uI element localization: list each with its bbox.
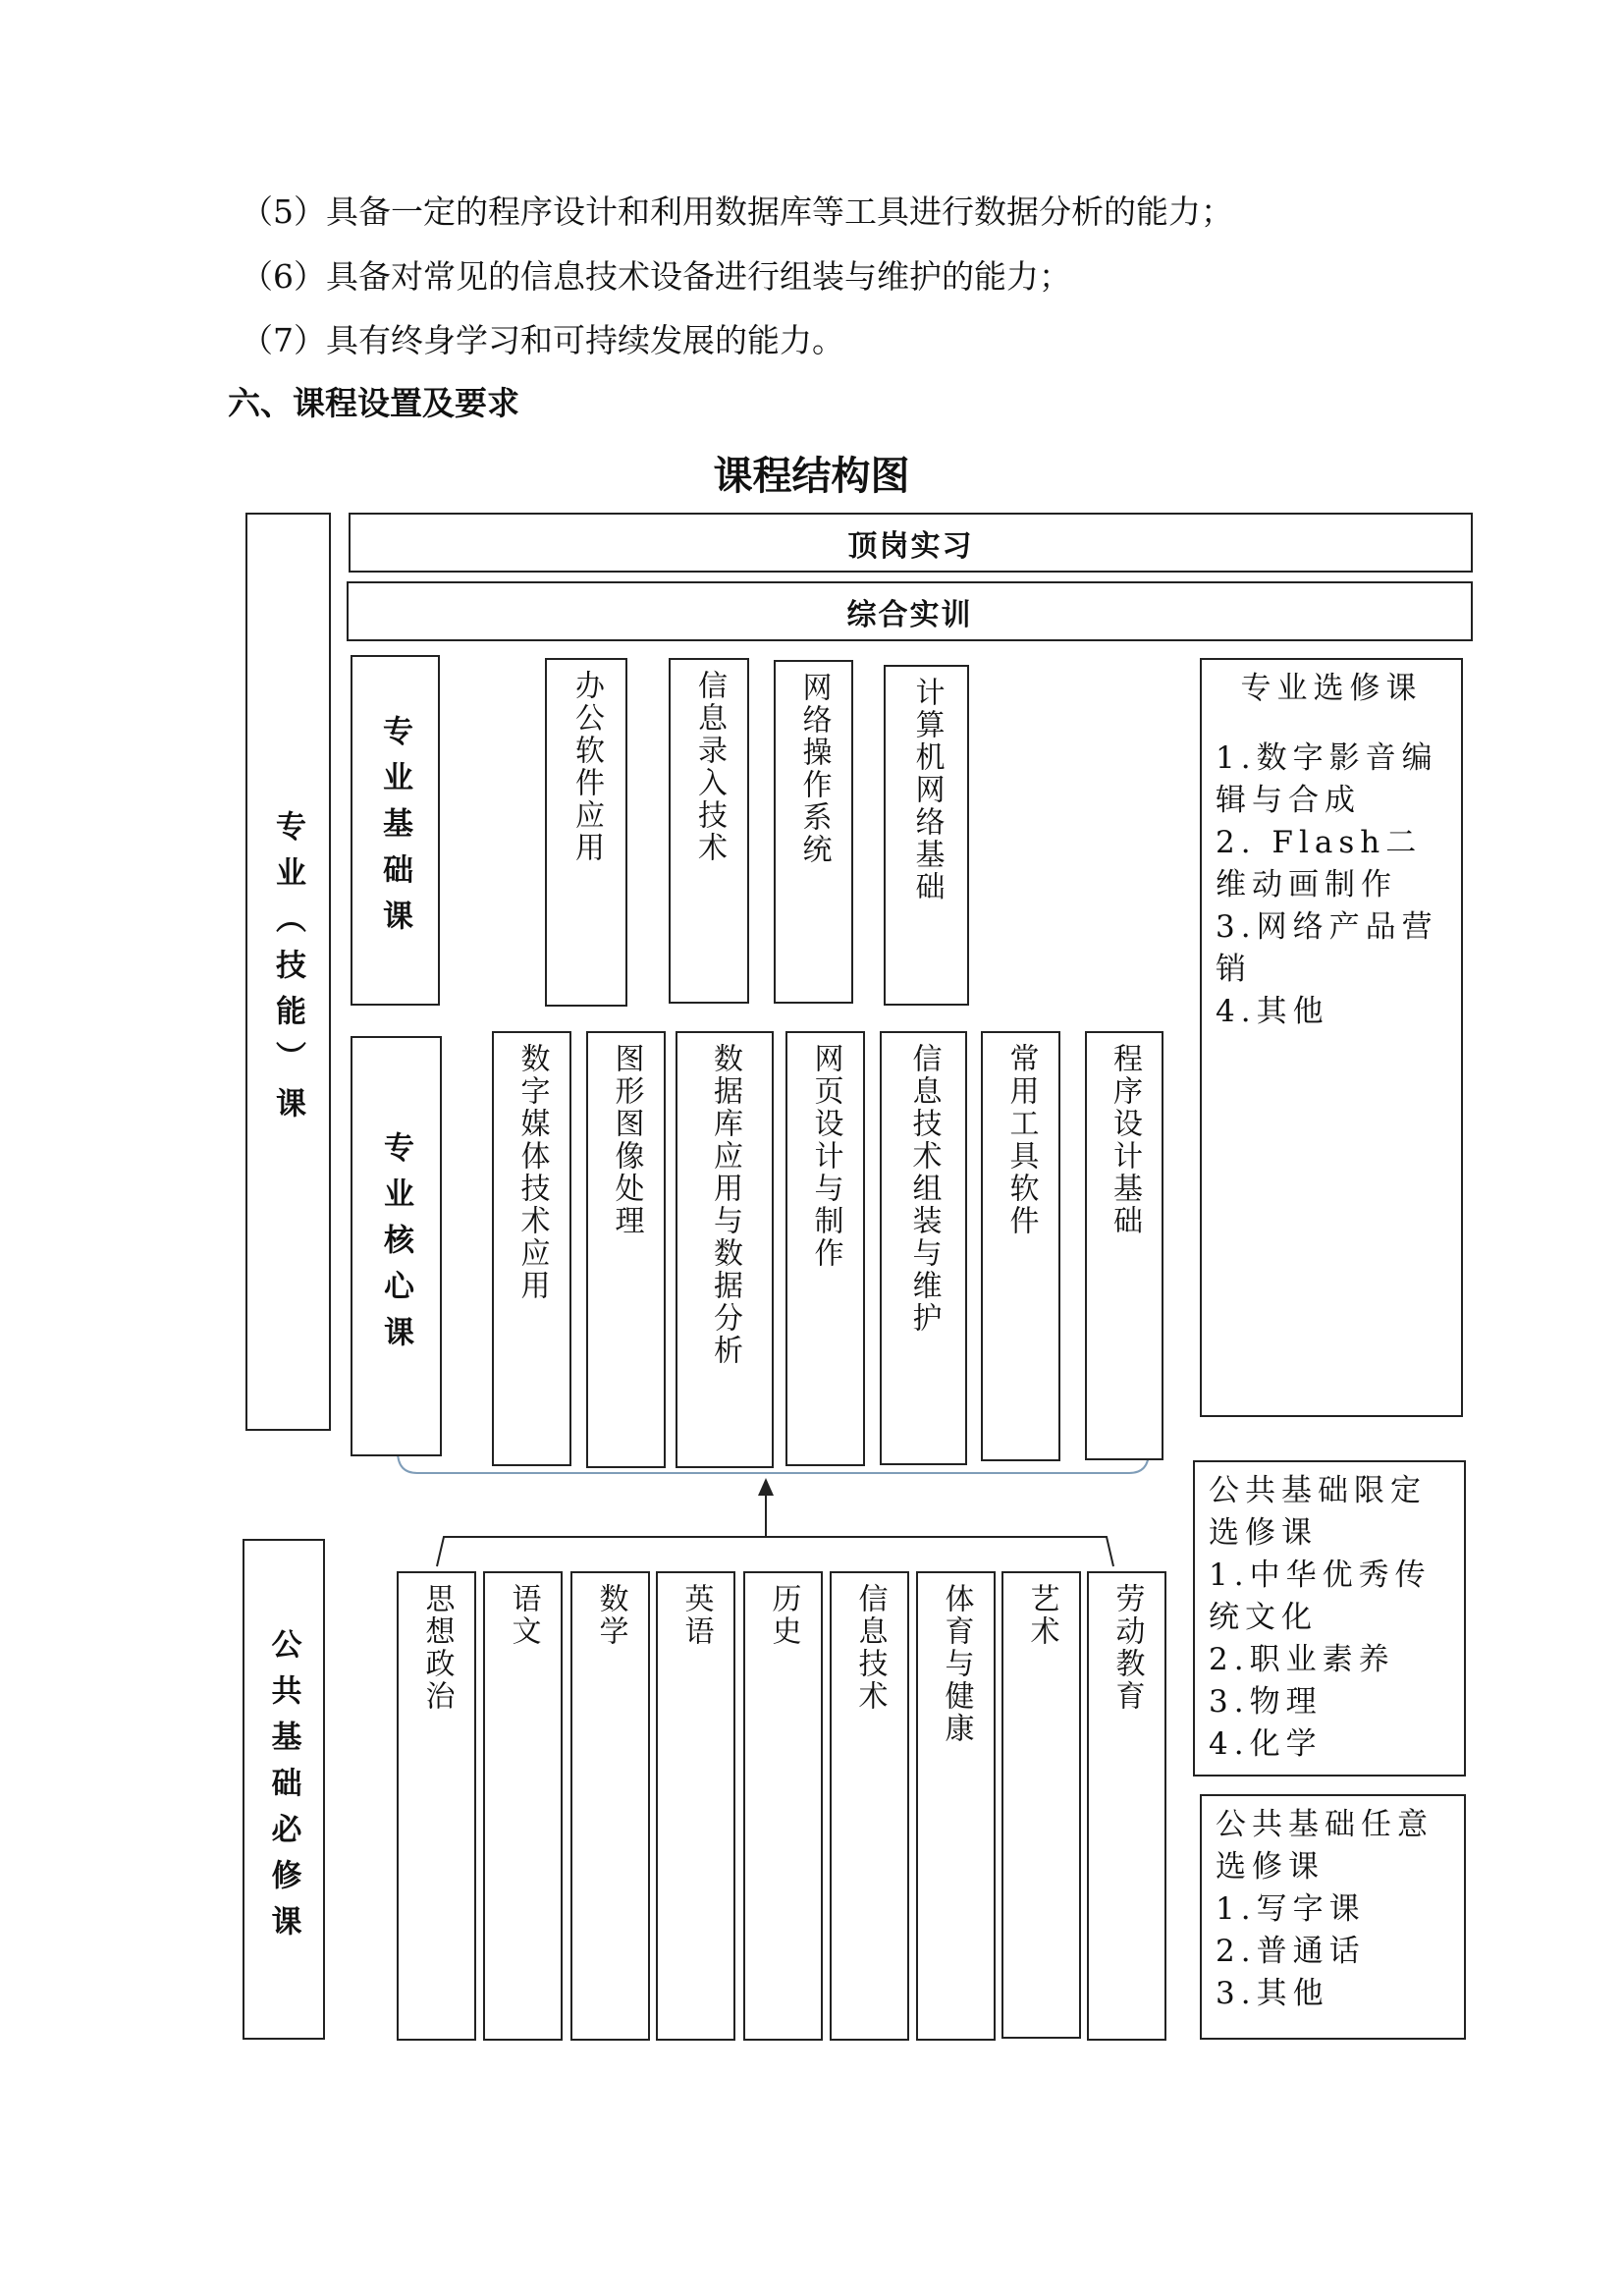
course-info-tech: 信息技术 — [830, 1571, 909, 2041]
elective-item: 3.物理 — [1209, 1684, 1323, 1720]
course-pe-health: 体育与健康 — [916, 1571, 996, 2041]
course-common-tools: 常用工具软件 — [981, 1031, 1060, 1461]
course-english: 英语 — [656, 1571, 735, 2041]
core-course-label: 专业核心课 — [351, 1036, 442, 1456]
public-limited-electives-box — [1193, 1460, 1466, 1777]
elective-item: 1.写字课 — [1216, 1891, 1366, 1927]
course-network-basics: 计算机网络基础 — [884, 665, 969, 1006]
public-optional-electives-box — [1200, 1794, 1466, 2040]
course-digital-media: 数字媒体技术应用 — [492, 1031, 571, 1466]
course-web-design: 网页设计与制作 — [785, 1031, 865, 1466]
course-image-processing: 图形图像处理 — [586, 1031, 666, 1468]
course-office-software: 办公软件应用 — [545, 658, 627, 1007]
course-politics: 思想政治 — [397, 1571, 476, 2041]
paragraph-item-7: （7）具有终身学习和可持续发展的能力。 — [241, 321, 844, 359]
foundation-course-label: 专业基础课 — [351, 655, 440, 1006]
public-required-label: 公共基础必修课 — [243, 1539, 325, 2040]
course-arts: 艺术 — [1001, 1571, 1081, 2039]
elective-item: 2.职业素养 — [1209, 1642, 1395, 1677]
public-optional-electives-title: 公共基础任意选修课 — [1216, 1807, 1434, 1885]
professional-skills-label: 专业（技能）课 — [245, 513, 331, 1431]
elective-item: 1.数字影音编辑与合成 — [1216, 740, 1438, 818]
course-programming: 程序设计基础 — [1085, 1031, 1163, 1460]
comprehensive-training-bar: 综合实训 — [347, 581, 1473, 641]
elective-item: 3.其他 — [1216, 1976, 1329, 2011]
course-database: 数据库应用与数据分析 — [676, 1031, 774, 1468]
elective-item: 4.其他 — [1216, 994, 1329, 1029]
elective-item: 2. Flash二维动画制作 — [1216, 825, 1423, 902]
professional-electives-title: 专业选修课 — [1240, 671, 1423, 706]
course-history: 历史 — [743, 1571, 823, 2041]
course-math: 数学 — [570, 1571, 650, 2041]
course-network-os: 网络操作系统 — [774, 660, 853, 1004]
elective-item: 2.普通话 — [1216, 1934, 1366, 1969]
paragraph-item-5: （5）具备一定的程序设计和利用数据库等工具进行数据分析的能力； — [241, 192, 1233, 231]
paragraph-item-6: （6）具备对常见的信息技术设备进行组装与维护的能力； — [241, 257, 1071, 296]
course-labor-education: 劳动教育 — [1087, 1571, 1166, 2041]
public-bracket — [437, 1537, 1113, 1566]
arrow-head — [758, 1478, 774, 1496]
section-heading: 六、课程设置及要求 — [228, 384, 519, 422]
elective-item: 3.网络产品营销 — [1216, 909, 1438, 987]
elective-item: 1.中华优秀传统文化 — [1209, 1558, 1432, 1635]
diagram-title: 课程结构图 — [713, 453, 910, 499]
course-chinese: 语文 — [483, 1571, 563, 2041]
professional-electives-box — [1200, 658, 1463, 1417]
course-hardware-assembly: 信息技术组装与维护 — [880, 1031, 967, 1465]
elective-item: 4.化学 — [1209, 1726, 1323, 1762]
course-info-entry: 信息录入技术 — [669, 658, 749, 1004]
internship-bar: 顶岗实习 — [349, 513, 1473, 573]
public-limited-electives-title: 公共基础限定选修课 — [1209, 1473, 1427, 1551]
